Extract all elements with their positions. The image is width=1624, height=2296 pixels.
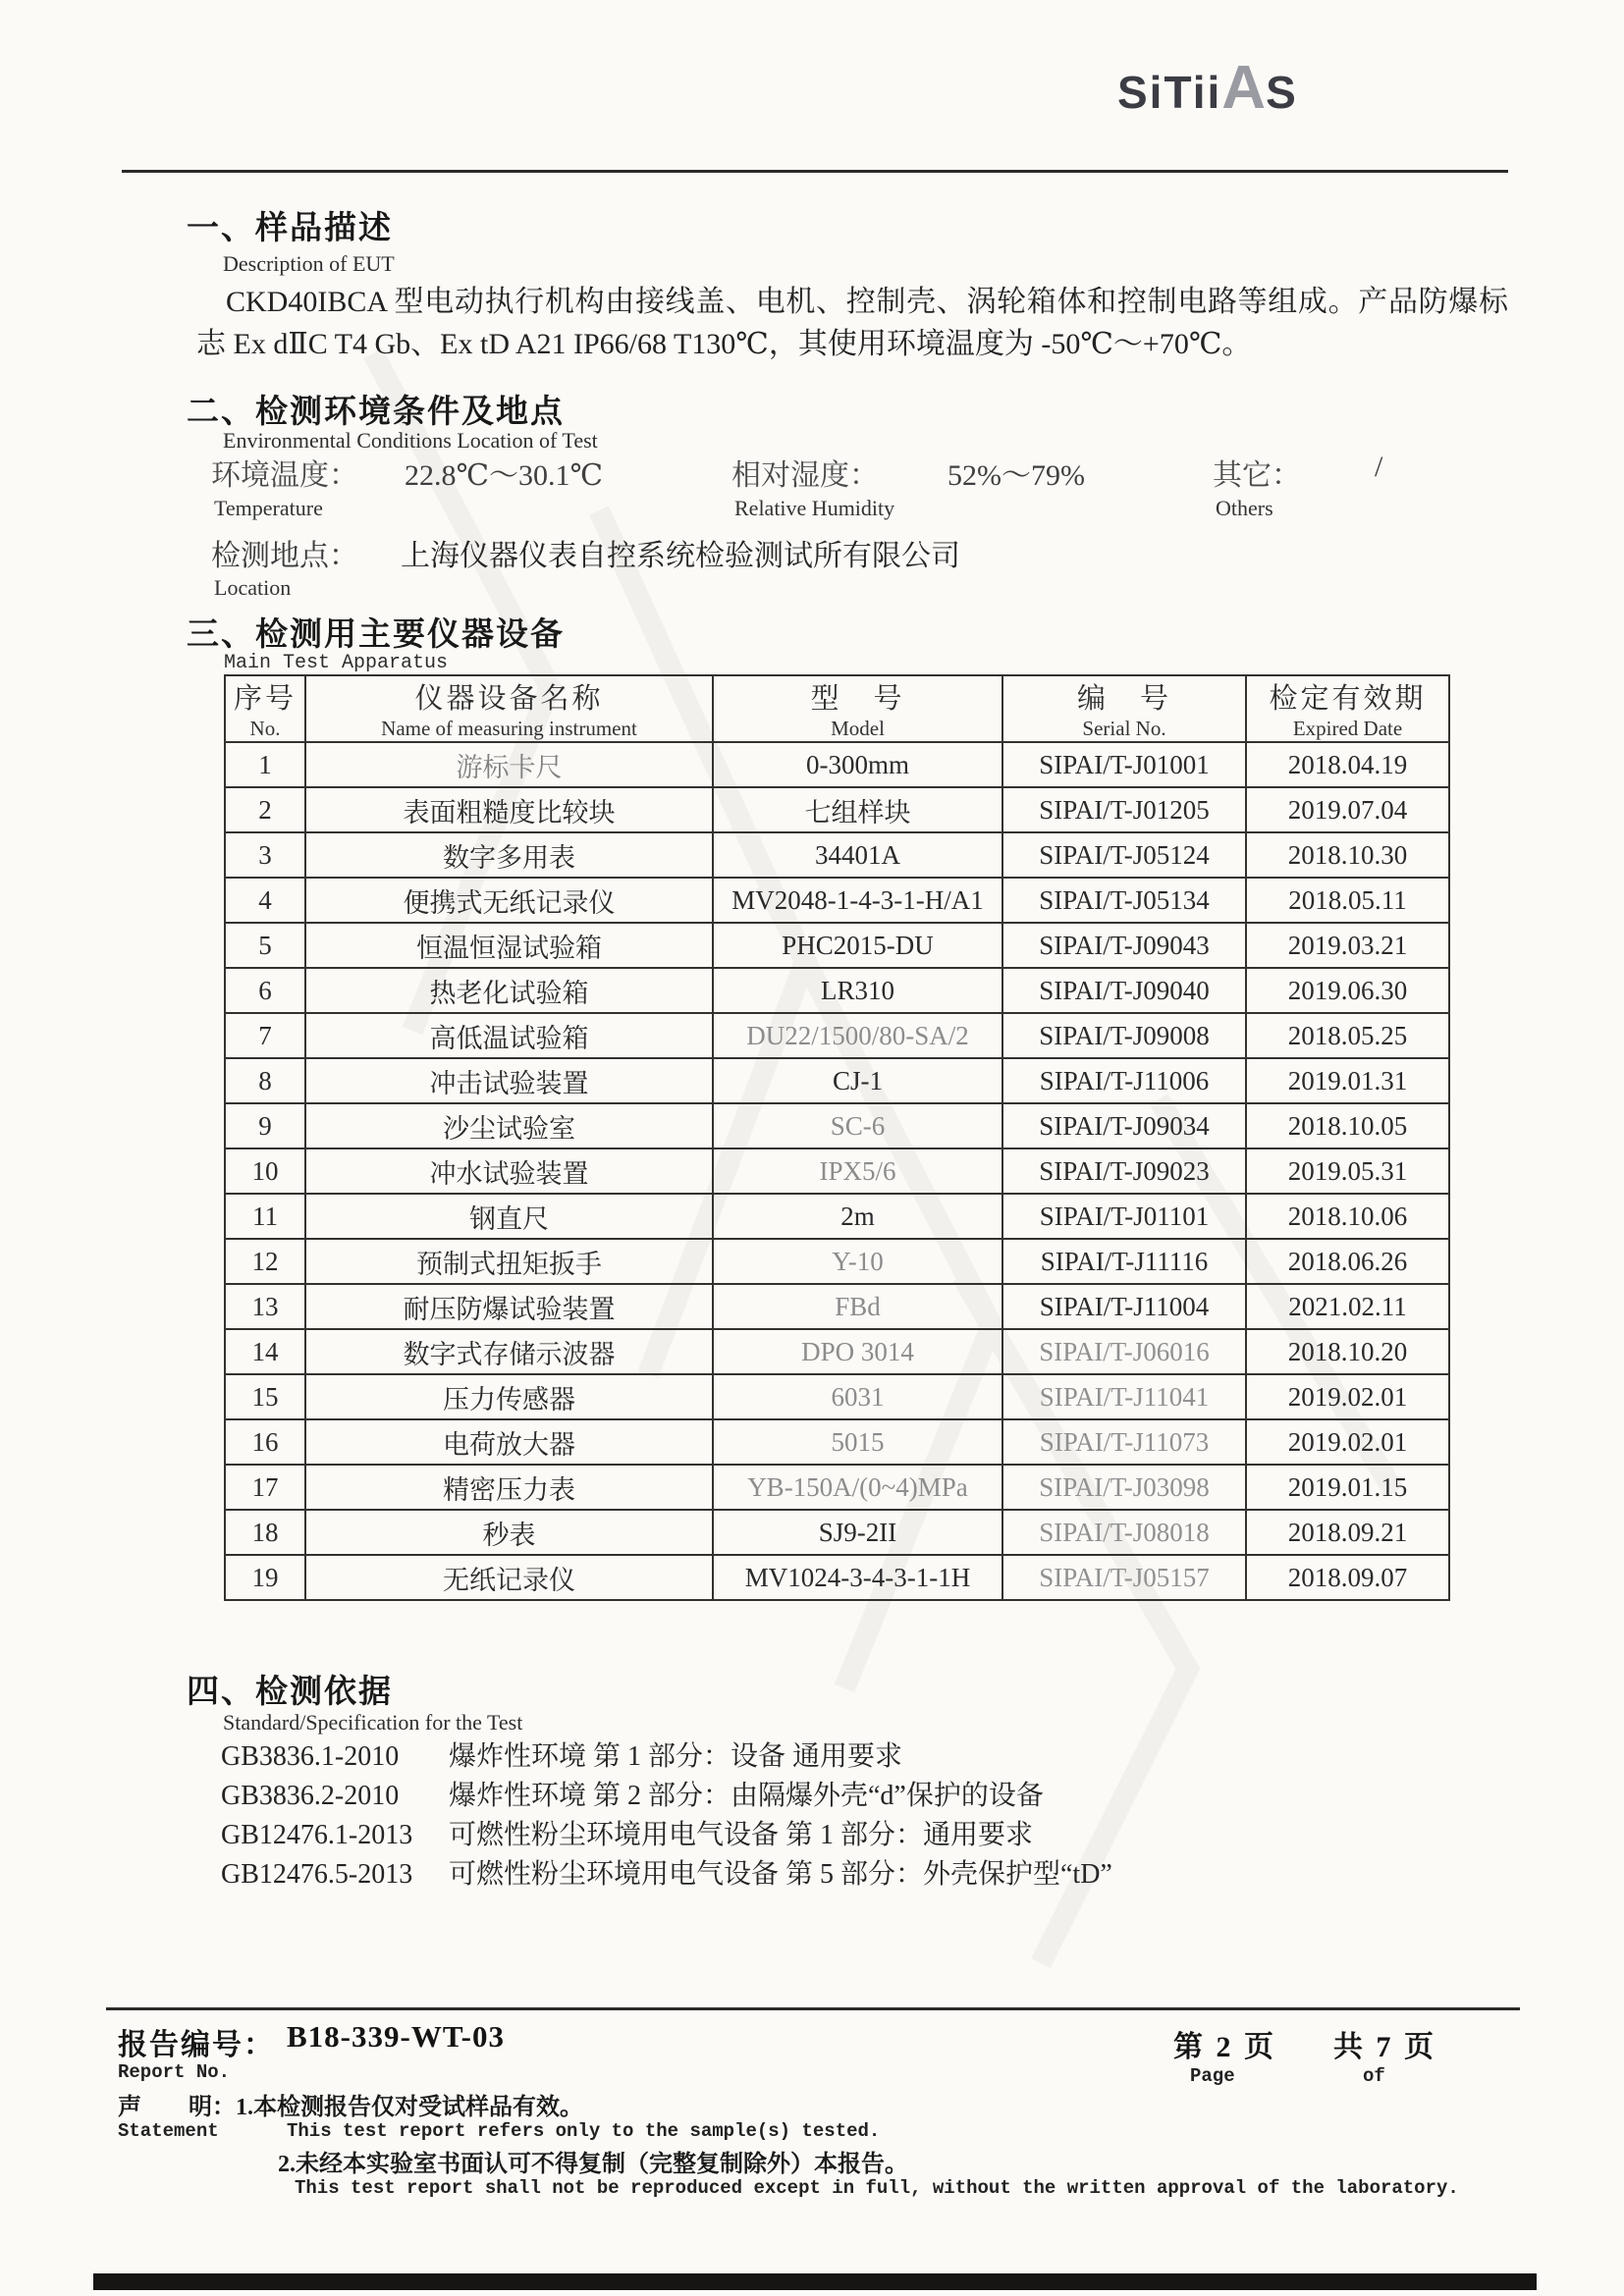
standard-code: GB12476.1-2013 xyxy=(221,1820,413,1850)
report-no-value: B18-339-WT-03 xyxy=(287,2019,505,2054)
table-row xyxy=(225,1148,1449,1194)
serial-no: SIPAI/T-J11004 xyxy=(1002,1284,1246,1329)
model: Y-10 xyxy=(713,1239,1002,1284)
serial-no: SIPAI/T-J09043 xyxy=(1002,923,1246,968)
expired-date: 2018.09.21 xyxy=(1246,1510,1449,1555)
row-no: 12 xyxy=(225,1239,305,1284)
instrument-name: 耐压防爆试验装置 xyxy=(305,1284,713,1329)
model: IPX5/6 xyxy=(713,1148,1002,1194)
instrument-name: 电荷放大器 xyxy=(305,1419,713,1465)
expired-date: 2019.02.01 xyxy=(1246,1374,1449,1419)
humidity-sublabel: Relative Humidity xyxy=(734,496,895,520)
row-no: 8 xyxy=(225,1058,305,1103)
header-no: 序号 No. xyxy=(225,675,305,742)
row-no: 2 xyxy=(225,787,305,832)
serial-no: SIPAI/T-J03098 xyxy=(1002,1465,1246,1510)
expired-date: 2018.09.07 xyxy=(1246,1555,1449,1600)
serial-no: SIPAI/T-J11041 xyxy=(1002,1374,1246,1419)
section1-title: 一、样品描述 xyxy=(187,211,393,246)
report-no-label: 报告编号： xyxy=(118,2029,275,2061)
table-header-row xyxy=(225,675,1449,742)
instrument-name: 热老化试验箱 xyxy=(305,968,713,1013)
section4-subtitle: Standard/Specification for the Test xyxy=(223,1710,523,1735)
model: DU22/1500/80-SA/2 xyxy=(713,1013,1002,1058)
standard-description: 爆炸性环境 第 2 部分：由隔爆外壳“d”保护的设备 xyxy=(449,1781,1044,1811)
apparatus-table xyxy=(224,674,1450,1601)
expired-date: 2018.04.19 xyxy=(1246,742,1449,787)
location-label: 检测地点： xyxy=(211,540,358,572)
section4-title: 四、检测依据 xyxy=(187,1675,393,1710)
page-sublabel: Page xyxy=(1190,2065,1235,2087)
sitiias-logo xyxy=(1117,54,1298,124)
logo-text-right: S xyxy=(1266,67,1298,118)
model: 七组样块 xyxy=(713,787,1002,832)
row-no: 13 xyxy=(225,1284,305,1329)
model: 2m xyxy=(713,1194,1002,1239)
row-no: 16 xyxy=(225,1419,305,1465)
serial-no: SIPAI/T-J09023 xyxy=(1002,1148,1246,1194)
report-no-sublabel: Report No. xyxy=(118,2061,231,2083)
table-row xyxy=(225,1419,1449,1465)
table-row xyxy=(225,742,1449,787)
statement2-en: This test report shall not be reproduced except in full, without the written approval of the laboratory. xyxy=(295,2177,1459,2199)
model: YB-150A/(0~4)MPa xyxy=(713,1465,1002,1510)
table-row xyxy=(225,1510,1449,1555)
table-row xyxy=(225,1239,1449,1284)
instrument-name: 预制式扭矩扳手 xyxy=(305,1239,713,1284)
table-row xyxy=(225,1194,1449,1239)
instrument-name: 冲水试验装置 xyxy=(305,1148,713,1194)
row-no: 10 xyxy=(225,1148,305,1194)
table-row xyxy=(225,832,1449,878)
standard-code: GB12476.5-2013 xyxy=(221,1859,413,1890)
expired-date: 2019.01.15 xyxy=(1246,1465,1449,1510)
expired-date: 2019.07.04 xyxy=(1246,787,1449,832)
page-total: 共 7 页 xyxy=(1333,2031,1436,2063)
instrument-name: 沙尘试验室 xyxy=(305,1103,713,1148)
table-row xyxy=(225,878,1449,923)
model: LR310 xyxy=(713,968,1002,1013)
serial-no: SIPAI/T-J01101 xyxy=(1002,1194,1246,1239)
row-no: 1 xyxy=(225,742,305,787)
serial-no: SIPAI/T-J09040 xyxy=(1002,968,1246,1013)
others-sublabel: Others xyxy=(1216,496,1273,520)
page-total-sublabel: of xyxy=(1363,2065,1385,2087)
others-value: / xyxy=(1375,451,1383,483)
row-no: 17 xyxy=(225,1465,305,1510)
instrument-name: 便携式无纸记录仪 xyxy=(305,878,713,923)
statement-label-en: Statement xyxy=(118,2120,219,2142)
standards-list xyxy=(221,1737,1458,1895)
standard-description: 可燃性粉尘环境用电气设备 第 5 部分：外壳保护型“tD” xyxy=(449,1859,1112,1890)
standard-code: GB3836.1-2010 xyxy=(221,1741,400,1772)
expired-date: 2018.10.20 xyxy=(1246,1329,1449,1374)
row-no: 15 xyxy=(225,1374,305,1419)
row-no: 6 xyxy=(225,968,305,1013)
expired-date: 2019.05.31 xyxy=(1246,1148,1449,1194)
standard-description: 可燃性粉尘环境用电气设备 第 1 部分：通用要求 xyxy=(449,1820,1034,1850)
expired-date: 2018.06.26 xyxy=(1246,1239,1449,1284)
instrument-name: 数字式存储示波器 xyxy=(305,1329,713,1374)
row-no: 19 xyxy=(225,1555,305,1600)
section2-title: 二、检测环境条件及地点 xyxy=(187,395,565,430)
table-row xyxy=(225,1284,1449,1329)
table-row xyxy=(225,787,1449,832)
footer-divider xyxy=(106,2007,1520,2010)
serial-no: SIPAI/T-J06016 xyxy=(1002,1329,1246,1374)
expired-date: 2019.03.21 xyxy=(1246,923,1449,968)
serial-no: SIPAI/T-J01001 xyxy=(1002,742,1246,787)
instrument-name: 数字多用表 xyxy=(305,832,713,878)
model: CJ-1 xyxy=(713,1058,1002,1103)
model: PHC2015-DU xyxy=(713,923,1002,968)
model: 6031 xyxy=(713,1374,1002,1419)
model: FBd xyxy=(713,1284,1002,1329)
model: SJ9-2II xyxy=(713,1510,1002,1555)
instrument-name: 冲击试验装置 xyxy=(305,1058,713,1103)
instrument-name: 压力传感器 xyxy=(305,1374,713,1419)
serial-no: SIPAI/T-J05124 xyxy=(1002,832,1246,878)
serial-no: SIPAI/T-J05134 xyxy=(1002,878,1246,923)
instrument-name: 恒温恒湿试验箱 xyxy=(305,923,713,968)
table-row xyxy=(225,923,1449,968)
row-no: 4 xyxy=(225,878,305,923)
temperature-sublabel: Temperature xyxy=(214,496,323,520)
serial-no: SIPAI/T-J11073 xyxy=(1002,1419,1246,1465)
row-no: 5 xyxy=(225,923,305,968)
table-row xyxy=(225,1329,1449,1374)
humidity-value: 52%～79% xyxy=(947,459,1085,492)
section2-subtitle: Environmental Conditions Location of Test xyxy=(223,428,598,453)
row-no: 14 xyxy=(225,1329,305,1374)
header-expired: 检定有效期 Expired Date xyxy=(1246,675,1449,742)
instrument-name: 精密压力表 xyxy=(305,1465,713,1510)
row-no: 9 xyxy=(225,1103,305,1148)
serial-no: SIPAI/T-J08018 xyxy=(1002,1510,1246,1555)
expired-date: 2019.02.01 xyxy=(1246,1419,1449,1465)
row-no: 18 xyxy=(225,1510,305,1555)
standard-line xyxy=(221,1737,1458,1777)
standard-code: GB3836.2-2010 xyxy=(221,1781,400,1811)
serial-no: SIPAI/T-J11006 xyxy=(1002,1058,1246,1103)
instrument-name: 游标卡尺 xyxy=(305,742,713,787)
standard-line xyxy=(221,1816,1458,1855)
header-serial: 编 号 Serial No. xyxy=(1002,675,1246,742)
temperature-label: 环境温度： xyxy=(211,459,358,492)
humidity-label: 相对湿度： xyxy=(731,459,879,492)
temperature-value: 22.8℃～30.1℃ xyxy=(405,459,604,492)
serial-no: SIPAI/T-J09034 xyxy=(1002,1103,1246,1148)
serial-no: SIPAI/T-J05157 xyxy=(1002,1555,1246,1600)
location-value: 上海仪器仪表自控系统检验测试所有限公司 xyxy=(401,540,960,572)
standard-description: 爆炸性环境 第 1 部分：设备 通用要求 xyxy=(449,1741,903,1772)
header-name: 仪器设备名称 Name of measuring instrument xyxy=(305,675,713,742)
model: MV1024-3-4-3-1-1H xyxy=(713,1555,1002,1600)
section3-subtitle: Main Test Apparatus xyxy=(224,652,449,674)
instrument-name: 表面粗糙度比较块 xyxy=(305,787,713,832)
model: DPO 3014 xyxy=(713,1329,1002,1374)
table-row xyxy=(225,1013,1449,1058)
expired-date: 2018.10.05 xyxy=(1246,1103,1449,1148)
expired-date: 2019.06.30 xyxy=(1246,968,1449,1013)
section1-subtitle: Description of EUT xyxy=(223,251,395,276)
others-label: 其它： xyxy=(1213,459,1301,492)
logo-letter-a: A xyxy=(1221,54,1267,122)
instrument-name: 秒表 xyxy=(305,1510,713,1555)
expired-date: 2018.05.25 xyxy=(1246,1013,1449,1058)
scan-bottom-bar xyxy=(93,2273,1537,2290)
expired-date: 2021.02.11 xyxy=(1246,1284,1449,1329)
instrument-name: 高低温试验箱 xyxy=(305,1013,713,1058)
header-model: 型 号 Model xyxy=(713,675,1002,742)
instrument-name: 无纸记录仪 xyxy=(305,1555,713,1600)
model: 5015 xyxy=(713,1419,1002,1465)
statement-line1-zh xyxy=(118,2087,583,2121)
expired-date: 2019.01.31 xyxy=(1246,1058,1449,1103)
location-sublabel: Location xyxy=(214,575,292,600)
table-row xyxy=(225,1555,1449,1600)
row-no: 11 xyxy=(225,1194,305,1239)
instrument-name: 钢直尺 xyxy=(305,1194,713,1239)
table-row xyxy=(225,1374,1449,1419)
statement2-zh: 2.未经本实验室书面认可不得复制（完整复制除外）本报告。 xyxy=(278,2152,908,2177)
table-row xyxy=(225,1103,1449,1148)
table-row xyxy=(225,968,1449,1013)
expired-date: 2018.10.06 xyxy=(1246,1194,1449,1239)
page-number: 第 2 页 xyxy=(1173,2031,1276,2063)
section3-title: 三、检测用主要仪器设备 xyxy=(187,617,565,653)
model: MV2048-1-4-3-1-H/A1 xyxy=(713,878,1002,923)
expired-date: 2018.05.11 xyxy=(1246,878,1449,923)
model: 0-300mm xyxy=(713,742,1002,787)
table-row xyxy=(225,1058,1449,1103)
table-row xyxy=(225,1465,1449,1510)
logo-text-left: SiTii xyxy=(1117,67,1222,118)
serial-no: SIPAI/T-J11116 xyxy=(1002,1239,1246,1284)
model: 34401A xyxy=(713,832,1002,878)
standard-line xyxy=(221,1777,1458,1816)
statement1-zh: 1.本检测报告仅对受试样品有效。 xyxy=(236,2095,583,2120)
row-no: 3 xyxy=(225,832,305,878)
statement1-en: This test report refers only to the sample(s) tested. xyxy=(287,2120,881,2142)
row-no: 7 xyxy=(225,1013,305,1058)
header-divider xyxy=(122,170,1508,173)
sample-description: CKD40IBCA 型电动执行机构由接线盖、电机、控制壳、涡轮箱体和控制电路等组成。产品防爆标志 Ex dⅡC T4 Gb、Ex tD A21 IP66/68 T130℃，其使用环境温度为 -50℃～+70℃。 xyxy=(196,286,1508,360)
expired-date: 2018.10.30 xyxy=(1246,832,1449,878)
standard-line xyxy=(221,1855,1458,1895)
model: SC-6 xyxy=(713,1103,1002,1148)
serial-no: SIPAI/T-J09008 xyxy=(1002,1013,1246,1058)
statement-label-zh: 声 明： xyxy=(118,2095,236,2120)
serial-no: SIPAI/T-J01205 xyxy=(1002,787,1246,832)
